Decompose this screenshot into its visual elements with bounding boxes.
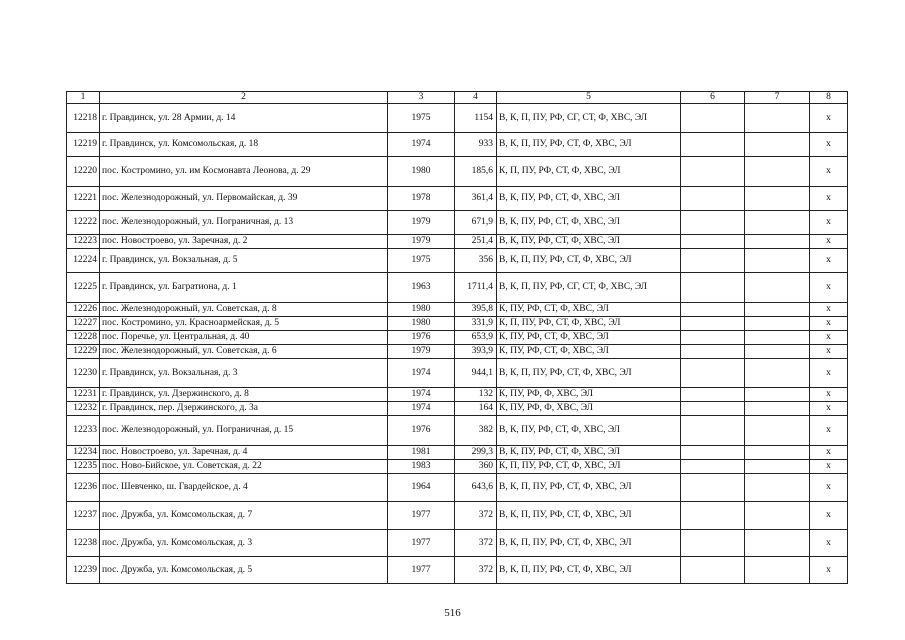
cell-area: 356 xyxy=(455,249,497,273)
table-row xyxy=(67,345,848,359)
cell-services: К, ПУ, РФ, Ф, ХВС, ЭЛ xyxy=(497,402,681,416)
cell-area: 372 xyxy=(455,557,497,584)
table-row xyxy=(67,446,848,460)
cell-year: 1974 xyxy=(388,402,455,416)
cell-address: пос. Железнодорожный, ул. Первомайская, д. 39 xyxy=(100,187,388,211)
cell-area: 132 xyxy=(455,388,497,402)
cell-col6 xyxy=(681,317,745,331)
cell-area: 164 xyxy=(455,402,497,416)
cell-year: 1977 xyxy=(388,502,455,530)
cell-col8: х xyxy=(810,157,848,187)
cell-year: 1980 xyxy=(388,317,455,331)
cell-area: 299,3 xyxy=(455,446,497,460)
cell-address: пос. Дружба, ул. Комсомольская, д. 7 xyxy=(100,502,388,530)
cell-services: В, К, П, ПУ, РФ, СТ, Ф, ХВС, ЭЛ xyxy=(497,530,681,557)
cell-col8: х xyxy=(810,249,848,273)
cell-area: 372 xyxy=(455,502,497,530)
table-row xyxy=(67,331,848,345)
cell-col8: х xyxy=(810,402,848,416)
cell-number: 12233 xyxy=(67,416,100,446)
cell-col8: х xyxy=(810,359,848,388)
cell-area: 653,9 xyxy=(455,331,497,345)
page-number: 516 xyxy=(444,607,461,619)
cell-col8: х xyxy=(810,446,848,460)
cell-col7 xyxy=(745,317,810,331)
cell-services: К, ПУ, РФ, СТ, Ф, ХВС, ЭЛ xyxy=(497,331,681,345)
cell-services: К, ПУ, РФ, СТ, Ф, ХВС, ЭЛ xyxy=(497,303,681,317)
cell-col7 xyxy=(745,211,810,235)
cell-col7 xyxy=(745,345,810,359)
cell-address: г. Правдинск, ул. Вокзальная, д. 5 xyxy=(100,249,388,273)
housing-registry-table xyxy=(66,91,848,584)
cell-col6 xyxy=(681,388,745,402)
cell-area: 671,9 xyxy=(455,211,497,235)
header-cell: 1 xyxy=(67,92,100,104)
cell-col7 xyxy=(745,187,810,211)
cell-number: 12236 xyxy=(67,474,100,502)
cell-col8: х xyxy=(810,416,848,446)
cell-col8: х xyxy=(810,187,848,211)
cell-number: 12239 xyxy=(67,557,100,584)
cell-col7 xyxy=(745,249,810,273)
cell-services: В, К, ПУ, РФ, СТ, Ф, ХВС, ЭЛ xyxy=(497,187,681,211)
cell-address: пос. Костромино, ул. им Космонавта Леонова, д. 29 xyxy=(100,157,388,187)
cell-services: В, К, П, ПУ, РФ, СТ, Ф, ХВС, ЭЛ xyxy=(497,359,681,388)
table-row xyxy=(67,402,848,416)
cell-col8: х xyxy=(810,273,848,303)
cell-year: 1974 xyxy=(388,359,455,388)
cell-number: 12228 xyxy=(67,331,100,345)
cell-number: 12231 xyxy=(67,388,100,402)
cell-address: пос. Дружба, ул. Комсомольская, д. 3 xyxy=(100,530,388,557)
cell-col7 xyxy=(745,460,810,474)
table-row xyxy=(67,273,848,303)
cell-address: пос. Железнодорожный, ул. Пограничная, д. 15 xyxy=(100,416,388,446)
cell-col6 xyxy=(681,530,745,557)
cell-col6 xyxy=(681,235,745,249)
cell-col8: х xyxy=(810,502,848,530)
cell-address: пос. Дружба, ул. Комсомольская, д. 5 xyxy=(100,557,388,584)
cell-number: 12237 xyxy=(67,502,100,530)
cell-address: пос. Шевченко, ш. Гвардейское, д. 4 xyxy=(100,474,388,502)
cell-address: пос. Ново-Бийское, ул. Советская, д. 22 xyxy=(100,460,388,474)
cell-year: 1979 xyxy=(388,345,455,359)
cell-services: В, К, П, ПУ, РФ, СТ, Ф, ХВС, ЭЛ xyxy=(497,557,681,584)
cell-address: пос. Поречье, ул. Центральная, д. 40 xyxy=(100,331,388,345)
table-row xyxy=(67,388,848,402)
cell-area: 393,9 xyxy=(455,345,497,359)
cell-col8: х xyxy=(810,317,848,331)
cell-year: 1981 xyxy=(388,446,455,460)
cell-services: В, К, П, ПУ, РФ, СГ, СТ, Ф, ХВС, ЭЛ xyxy=(497,273,681,303)
header-cell: 7 xyxy=(745,92,810,104)
cell-number: 12238 xyxy=(67,530,100,557)
table-row xyxy=(67,157,848,187)
table-row xyxy=(67,104,848,133)
cell-services: В, К, ПУ, РФ, СТ, Ф, ХВС, ЭЛ xyxy=(497,446,681,460)
cell-services: В, К, П, ПУ, РФ, СТ, Ф, ХВС, ЭЛ xyxy=(497,474,681,502)
header-row xyxy=(67,92,848,104)
cell-address: г. Правдинск, ул. Вокзальная, д. 3 xyxy=(100,359,388,388)
cell-services: В, К, П, ПУ, РФ, СТ, Ф, ХВС, ЭЛ xyxy=(497,133,681,157)
cell-address: пос. Новостроево, ул. Заречная, д. 2 xyxy=(100,235,388,249)
cell-address: пос. Новостроево, ул. Заречная, д. 4 xyxy=(100,446,388,460)
cell-number: 12223 xyxy=(67,235,100,249)
cell-col6 xyxy=(681,416,745,446)
cell-year: 1976 xyxy=(388,416,455,446)
cell-address: г. Правдинск, ул. Комсомольская, д. 18 xyxy=(100,133,388,157)
cell-address: г. Правдинск, ул. 28 Армии, д. 14 xyxy=(100,104,388,133)
cell-area: 933 xyxy=(455,133,497,157)
cell-address: пос. Костромино, ул. Красноармейская, д. 5 xyxy=(100,317,388,331)
cell-address: г. Правдинск, ул. Багратиона, д. 1 xyxy=(100,273,388,303)
cell-col8: х xyxy=(810,133,848,157)
table-row xyxy=(67,416,848,446)
cell-year: 1975 xyxy=(388,249,455,273)
table-row xyxy=(67,235,848,249)
table-row xyxy=(67,460,848,474)
cell-col6 xyxy=(681,474,745,502)
cell-col8: х xyxy=(810,104,848,133)
cell-services: В, К, П, ПУ, РФ, СТ, Ф, ХВС, ЭЛ xyxy=(497,249,681,273)
cell-number: 12234 xyxy=(67,446,100,460)
cell-area: 372 xyxy=(455,530,497,557)
cell-address: пос. Железнодорожный, ул. Советская, д. 6 xyxy=(100,345,388,359)
cell-col6 xyxy=(681,345,745,359)
cell-area: 643,6 xyxy=(455,474,497,502)
cell-col7 xyxy=(745,557,810,584)
cell-area: 1154 xyxy=(455,104,497,133)
cell-col8: х xyxy=(810,345,848,359)
table-row xyxy=(67,317,848,331)
cell-col6 xyxy=(681,133,745,157)
cell-col6 xyxy=(681,359,745,388)
cell-col7 xyxy=(745,331,810,345)
table-row xyxy=(67,359,848,388)
cell-col8: х xyxy=(810,388,848,402)
cell-number: 12226 xyxy=(67,303,100,317)
cell-services: К, П, ПУ, РФ, СТ, Ф, ХВС, ЭЛ xyxy=(497,157,681,187)
table-row xyxy=(67,211,848,235)
cell-number: 12221 xyxy=(67,187,100,211)
cell-year: 1977 xyxy=(388,530,455,557)
cell-area: 1711,4 xyxy=(455,273,497,303)
cell-col6 xyxy=(681,502,745,530)
cell-area: 251,4 xyxy=(455,235,497,249)
cell-col6 xyxy=(681,402,745,416)
header-cell: 6 xyxy=(681,92,745,104)
cell-year: 1976 xyxy=(388,331,455,345)
cell-year: 1980 xyxy=(388,157,455,187)
cell-year: 1974 xyxy=(388,388,455,402)
cell-year: 1979 xyxy=(388,235,455,249)
cell-number: 12230 xyxy=(67,359,100,388)
cell-number: 12235 xyxy=(67,460,100,474)
cell-area: 331,9 xyxy=(455,317,497,331)
cell-number: 12224 xyxy=(67,249,100,273)
cell-col6 xyxy=(681,460,745,474)
cell-services: В, К, ПУ, РФ, СТ, Ф, ХВС, ЭЛ xyxy=(497,211,681,235)
cell-col7 xyxy=(745,446,810,460)
cell-number: 12218 xyxy=(67,104,100,133)
cell-address: пос. Железнодорожный, ул. Пограничная, д. 13 xyxy=(100,211,388,235)
cell-col7 xyxy=(745,402,810,416)
cell-col7 xyxy=(745,530,810,557)
header-cell: 4 xyxy=(455,92,497,104)
cell-year: 1978 xyxy=(388,187,455,211)
cell-col8: х xyxy=(810,474,848,502)
cell-year: 1977 xyxy=(388,557,455,584)
cell-col6 xyxy=(681,211,745,235)
cell-year: 1979 xyxy=(388,211,455,235)
cell-col7 xyxy=(745,303,810,317)
cell-address: пос. Железнодорожный, ул. Советская, д. 8 xyxy=(100,303,388,317)
cell-services: В, К, П, ПУ, РФ, СТ, Ф, ХВС, ЭЛ xyxy=(497,502,681,530)
cell-services: К, ПУ, РФ, Ф, ХВС, ЭЛ xyxy=(497,388,681,402)
header-cell: 8 xyxy=(810,92,848,104)
cell-col6 xyxy=(681,249,745,273)
table-row xyxy=(67,133,848,157)
cell-col6 xyxy=(681,273,745,303)
cell-col7 xyxy=(745,157,810,187)
cell-col6 xyxy=(681,187,745,211)
cell-number: 12227 xyxy=(67,317,100,331)
cell-number: 12222 xyxy=(67,211,100,235)
cell-col8: х xyxy=(810,235,848,249)
cell-col8: х xyxy=(810,557,848,584)
cell-col8: х xyxy=(810,530,848,557)
cell-year: 1983 xyxy=(388,460,455,474)
table-row xyxy=(67,303,848,317)
cell-col8: х xyxy=(810,331,848,345)
cell-area: 360 xyxy=(455,460,497,474)
cell-services: В, К, П, ПУ, РФ, СГ, СТ, Ф, ХВС, ЭЛ xyxy=(497,104,681,133)
cell-col7 xyxy=(745,133,810,157)
header-cell: 2 xyxy=(100,92,388,104)
cell-col7 xyxy=(745,359,810,388)
cell-number: 12229 xyxy=(67,345,100,359)
cell-services: К, ПУ, РФ, СТ, Ф, ХВС, ЭЛ xyxy=(497,345,681,359)
header-cell: 3 xyxy=(388,92,455,104)
header-cell: 5 xyxy=(497,92,681,104)
cell-col7 xyxy=(745,235,810,249)
cell-area: 361,4 xyxy=(455,187,497,211)
cell-number: 12220 xyxy=(67,157,100,187)
cell-col6 xyxy=(681,104,745,133)
cell-col6 xyxy=(681,557,745,584)
cell-col7 xyxy=(745,388,810,402)
cell-col6 xyxy=(681,331,745,345)
cell-col7 xyxy=(745,104,810,133)
cell-col6 xyxy=(681,157,745,187)
cell-address: г. Правдинск, пер. Дзержинского, д. 3а xyxy=(100,402,388,416)
cell-number: 12232 xyxy=(67,402,100,416)
cell-area: 395,8 xyxy=(455,303,497,317)
cell-col8: х xyxy=(810,211,848,235)
cell-col7 xyxy=(745,474,810,502)
cell-year: 1974 xyxy=(388,133,455,157)
table-row xyxy=(67,530,848,557)
cell-year: 1963 xyxy=(388,273,455,303)
table-row xyxy=(67,474,848,502)
cell-area: 382 xyxy=(455,416,497,446)
cell-number: 12219 xyxy=(67,133,100,157)
cell-year: 1975 xyxy=(388,104,455,133)
cell-col7 xyxy=(745,273,810,303)
cell-col7 xyxy=(745,416,810,446)
cell-services: В, К, ПУ, РФ, СТ, Ф, ХВС, ЭЛ xyxy=(497,235,681,249)
table-row xyxy=(67,187,848,211)
cell-col6 xyxy=(681,303,745,317)
cell-col6 xyxy=(681,446,745,460)
cell-col8: х xyxy=(810,460,848,474)
table-row xyxy=(67,502,848,530)
cell-col7 xyxy=(745,502,810,530)
cell-services: К, П, ПУ, РФ, СТ, Ф, ХВС, ЭЛ xyxy=(497,460,681,474)
table-row xyxy=(67,249,848,273)
cell-address: г. Правдинск, ул. Дзержинского, д. 8 xyxy=(100,388,388,402)
cell-number: 12225 xyxy=(67,273,100,303)
cell-area: 944,1 xyxy=(455,359,497,388)
cell-col8: х xyxy=(810,303,848,317)
cell-year: 1980 xyxy=(388,303,455,317)
cell-year: 1964 xyxy=(388,474,455,502)
cell-services: В, К, ПУ, РФ, СТ, Ф, ХВС, ЭЛ xyxy=(497,416,681,446)
cell-area: 185,6 xyxy=(455,157,497,187)
cell-services: К, П, ПУ, РФ, СТ, Ф, ХВС, ЭЛ xyxy=(497,317,681,331)
table-row xyxy=(67,557,848,584)
